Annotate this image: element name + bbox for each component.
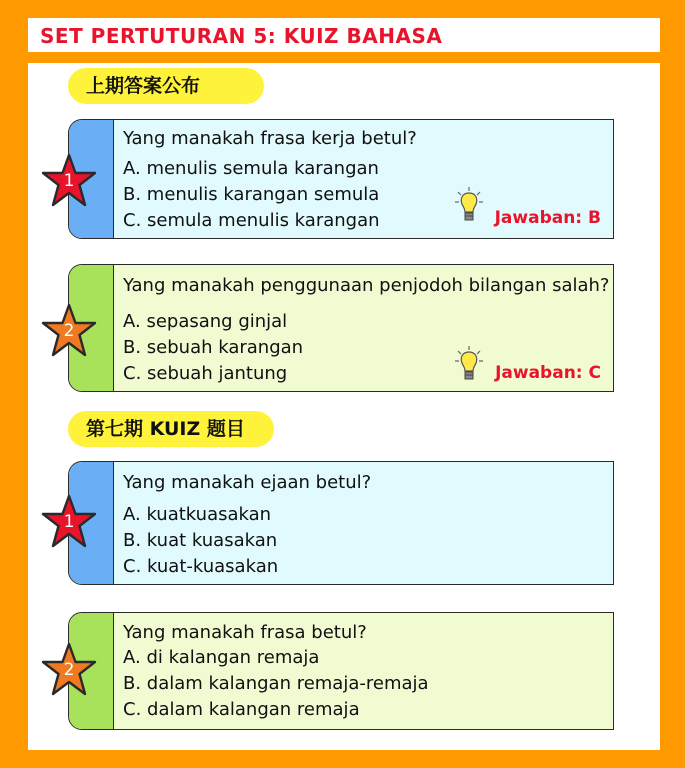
option-c: C. sebuah jantung <box>123 363 288 384</box>
answer-label: Jawaban: B <box>494 208 601 228</box>
option-b: B. kuat kuasakan <box>123 530 278 551</box>
section-label-previous-answers: 上期答案公布 <box>68 68 264 104</box>
star-badge-current-1 <box>40 494 98 550</box>
title-bar <box>28 18 660 52</box>
question-card-current-1 <box>68 461 614 585</box>
option-c: C. dalam kalangan remaja <box>123 699 360 720</box>
option-b: B. menulis karangan semula <box>123 184 380 205</box>
question-number: 2 <box>63 660 75 680</box>
question-text: Yang manakah penggunaan penjodoh bilangan salah? <box>123 275 610 296</box>
star-badge-previous-1 <box>40 153 98 209</box>
option-b: B. sebuah karangan <box>123 337 304 358</box>
question-number: 1 <box>63 171 75 191</box>
option-a: A. di kalangan remaja <box>123 647 320 668</box>
lightbulb-icon <box>454 345 484 383</box>
star-badge-current-2 <box>40 642 98 698</box>
option-a: A. kuatkuasakan <box>123 504 272 525</box>
question-number: 1 <box>63 512 75 532</box>
option-c: C. semula menulis karangan <box>123 210 380 231</box>
option-a: A. menulis semula karangan <box>123 158 379 179</box>
question-text: Yang manakah frasa betul? <box>123 622 367 643</box>
question-text: Yang manakah ejaan betul? <box>123 472 372 493</box>
answer-label: Jawaban: C <box>495 363 601 383</box>
option-c: C. kuat-kuasakan <box>123 556 279 577</box>
lightbulb-icon <box>454 186 484 224</box>
option-b: B. dalam kalangan remaja-remaja <box>123 673 429 694</box>
question-card-previous-2 <box>68 264 614 392</box>
question-card-current-2 <box>68 612 614 730</box>
option-a: A. sepasang ginjal <box>123 311 288 332</box>
section-label-current-quiz: 第七期 KUIZ 题目 <box>68 411 274 447</box>
question-number: 2 <box>63 321 75 341</box>
question-card-previous-1 <box>68 119 614 239</box>
page-title: SET PERTUTURAN 5: KUIZ BAHASA <box>40 24 443 48</box>
question-text: Yang manakah frasa kerja betul? <box>123 128 417 149</box>
star-badge-previous-2 <box>40 303 98 359</box>
